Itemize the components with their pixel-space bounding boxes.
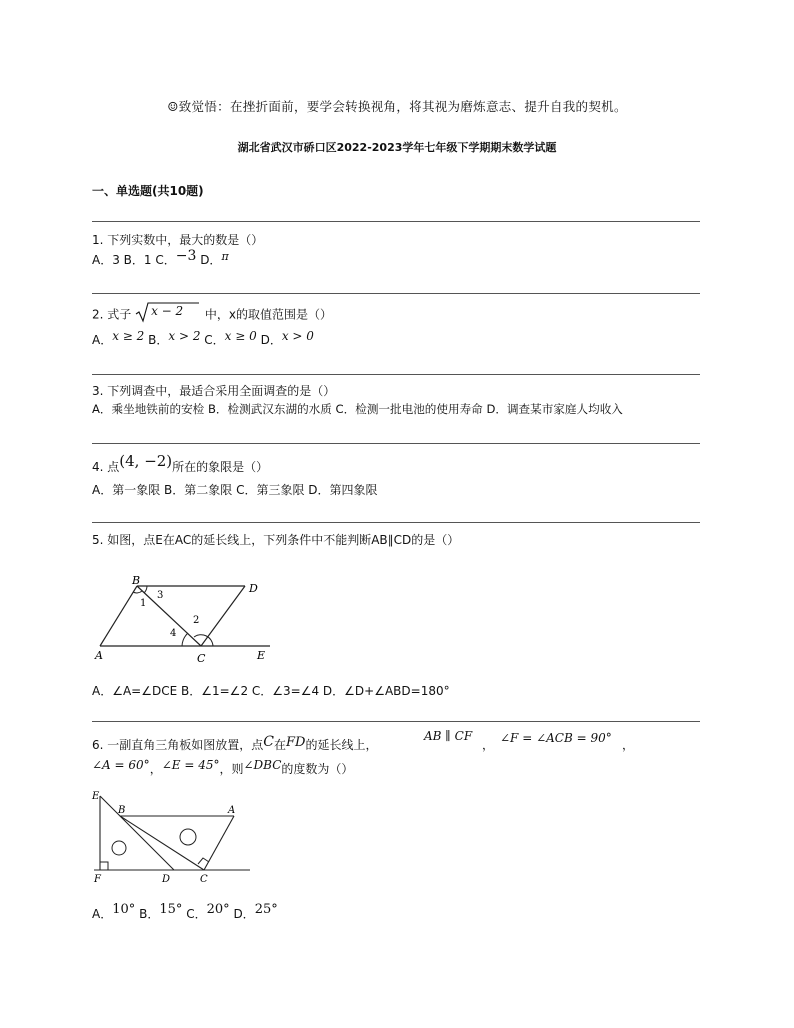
line-bc <box>120 816 204 870</box>
q6-d-math: 25° <box>254 902 278 917</box>
q6-angle-a: ∠A = 60° <box>92 758 150 772</box>
divider <box>92 522 700 523</box>
label-e: E <box>257 649 266 662</box>
label-b: B <box>118 805 126 816</box>
q6-d-label: D． <box>229 907 255 921</box>
angle-arc-2 <box>194 635 213 646</box>
q6-comma4: ，则 <box>219 762 244 776</box>
label-f: F <box>94 874 101 885</box>
q4-point-math: (4, −2) <box>119 452 173 470</box>
triangle-hole-circle <box>180 829 196 845</box>
q2-d-label: D． <box>256 333 282 347</box>
divider <box>92 374 700 375</box>
q6-b-math: 15° <box>159 902 183 917</box>
label-c: C <box>197 652 206 665</box>
q2-c-math: x ≥ 0 <box>224 329 257 343</box>
right-angle-f-icon <box>100 862 108 870</box>
divider <box>92 443 700 444</box>
q6-stem-pre: 6. 一副直角三角板如图放置，点 <box>92 738 264 752</box>
q6-b-label: B． <box>135 907 160 921</box>
q1-option-c-math: −3 <box>175 248 197 264</box>
exam-title: 湖北省武汉市硚口区2022-2023学年七年级下学期期末数学试题 <box>237 141 557 154</box>
q6-parallel: AB ∥ CF <box>424 729 473 743</box>
q6-comma1: ， <box>482 738 495 752</box>
q2-a-label: A． <box>92 333 113 347</box>
label-d: D <box>249 582 258 595</box>
q6-comma3: ， <box>149 762 162 776</box>
q6-a-math: 10° <box>112 902 136 917</box>
question-2-stem <box>92 304 332 326</box>
question-6-stem-line1 <box>92 729 635 753</box>
q6-comma2: ， <box>622 738 635 752</box>
label-d: D <box>162 874 171 885</box>
section-heading: 一、单选题(共10题) <box>92 184 204 198</box>
divider <box>92 721 700 722</box>
q6-c-math: 20° <box>206 902 230 917</box>
divider <box>92 293 700 294</box>
question-2-options <box>92 331 314 348</box>
motto-line: ☺致觉悟：在挫折面前，要学会转换视角，将其视为磨炼意志、提升自我的契机。 <box>167 99 627 114</box>
q2-b-math: x > 2 <box>168 329 201 343</box>
label-a: A <box>95 649 103 662</box>
q2-a-math: x ≥ 2 <box>112 329 145 343</box>
q6-a-label: A． <box>92 907 113 921</box>
q6-angle-e: ∠E = 45° <box>161 758 220 772</box>
q6-figure <box>88 788 258 888</box>
question-1-options <box>92 248 229 268</box>
label-b: B <box>132 574 141 587</box>
question-4-stem <box>92 452 269 475</box>
divider <box>92 221 700 222</box>
angle-arc-4 <box>182 633 188 646</box>
q6-dbc: ∠DBC <box>243 758 282 772</box>
q1-option-d-math: π <box>221 250 229 263</box>
question-6-stem-line2 <box>92 760 353 777</box>
q6-fd: FD <box>286 735 306 750</box>
question-5-stem: 5. 如图，点E在AC的延长线上，下列条件中不能判断AB∥CD的是（） <box>92 533 460 547</box>
q6-c-label: C． <box>182 907 207 921</box>
question-3-options: A．乘坐地铁前的安检 B．检测武汉东湖的水质 C．检测一批电池的使用寿命 D．调查某市家庭人均收入 <box>92 402 623 416</box>
q6-stem-mid: 在 <box>273 738 286 752</box>
sqrt-radicand: x − 2 <box>151 304 184 318</box>
label-1: 1 <box>140 598 147 609</box>
q6-stem-end: 的度数为（） <box>281 762 354 776</box>
q2-c-label: C． <box>200 333 225 347</box>
label-4: 4 <box>170 628 177 639</box>
q2-b-label: B． <box>144 333 169 347</box>
question-1-stem: 1. 下列实数中，最大的数是（） <box>92 233 264 247</box>
question-4-options: A．第一象限 B．第二象限 C．第三象限 D．第四象限 <box>92 483 378 497</box>
angle-arc-3 <box>144 586 147 593</box>
q1-options-d: D． <box>196 253 222 267</box>
line-bc <box>137 586 201 646</box>
q4-stem-post: 所在的象限是（） <box>172 460 269 474</box>
line-ed <box>100 796 174 870</box>
q6-point-c: C <box>263 734 274 750</box>
q5-figure <box>92 570 282 666</box>
question-5-options: A．∠A=∠DCE B．∠1=∠2 C．∠3=∠4 D．∠D+∠ABD=180° <box>92 684 450 698</box>
q6-angles1: ∠F = ∠ACB = 90° <box>500 731 612 745</box>
q2-stem-post: 中，x的取值范围是（） <box>204 307 333 322</box>
sqrt-expression <box>135 301 201 323</box>
label-3: 3 <box>157 590 164 601</box>
q1-options-a: A．3 B．1 C． <box>92 253 176 267</box>
q6-stem-mid2: 的延长线上， <box>305 738 378 752</box>
label-a: A <box>228 805 236 816</box>
q4-stem-pre: 4. 点 <box>92 460 120 474</box>
q2-d-math: x > 0 <box>281 329 314 343</box>
label-c: C <box>200 874 208 885</box>
q2-stem-pre: 2. 式子 <box>92 307 132 322</box>
question-6-options <box>92 902 278 922</box>
label-2: 2 <box>193 615 200 626</box>
line-ab <box>100 586 137 646</box>
label-e: E <box>92 791 100 802</box>
triangle-hole-circle <box>112 841 126 855</box>
question-3-stem: 3. 下列调查中，最适合采用全面调查的是（） <box>92 384 336 398</box>
